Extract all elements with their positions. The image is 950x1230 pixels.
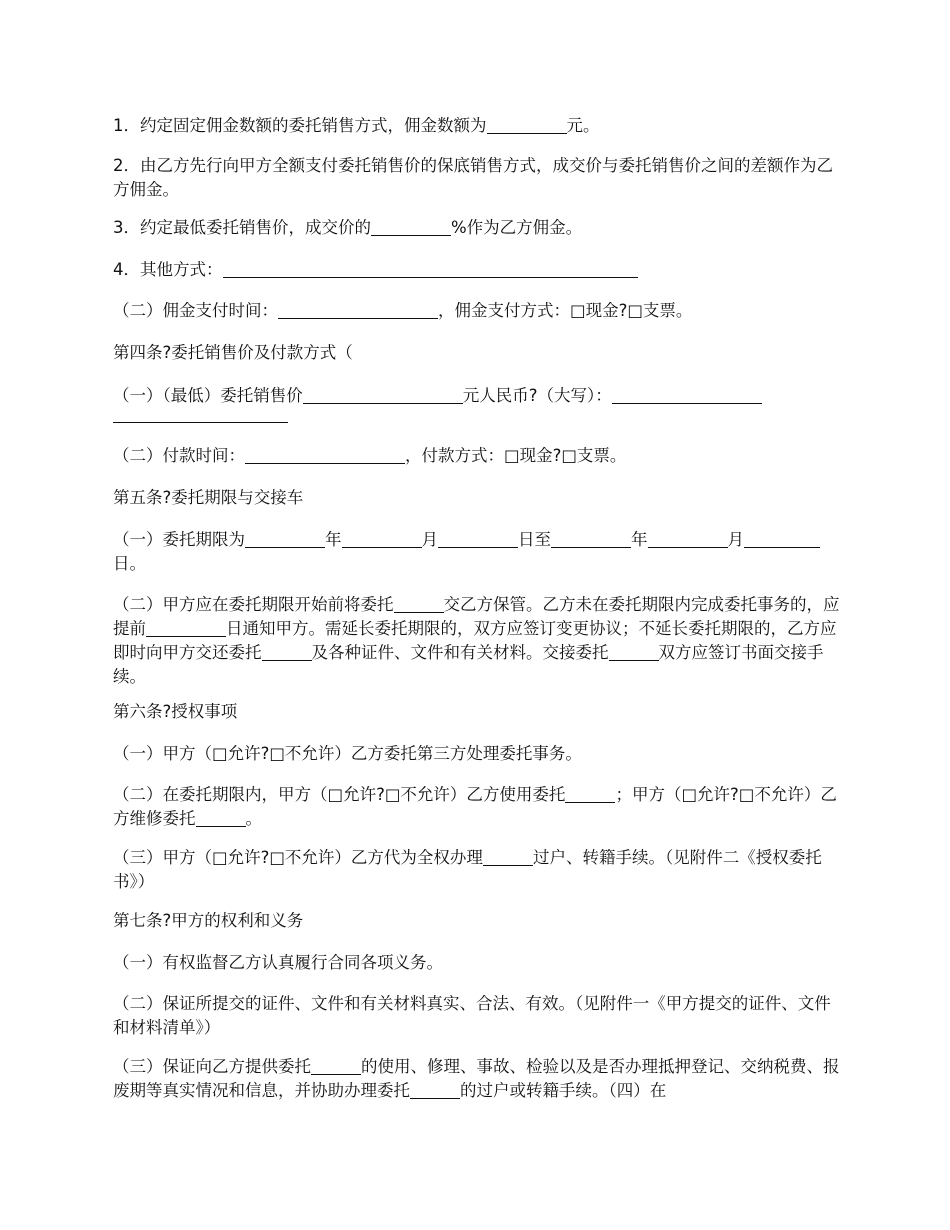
clause-third-party: （一）甲方（□允许?□不允许）乙方委托第三方处理委托事务。 [113,744,582,763]
blank-vehicle-3[interactable] [609,642,659,661]
blank-sale-price-words[interactable] [612,385,762,404]
blank-end-day-cont[interactable] [782,529,820,548]
blank-notice-days[interactable] [146,618,226,637]
blank-vehicle-1[interactable] [394,594,444,613]
blank-other-method[interactable] [223,259,638,278]
blank-payment-time[interactable] [245,445,405,464]
clause-use-repair: （二）在委托期限内，甲方（□允许?□不允许）乙方使用委托 ；甲方（□允许?□不允许）乙方维修委托 。 [113,785,837,828]
blank-vehicle-transfer-2[interactable] [410,1080,460,1099]
article-6-heading: 第六条?授权事项 [113,702,238,721]
blank-vehicle-use[interactable] [565,784,615,803]
blank-end-day[interactable] [744,529,782,548]
blank-commission-amount[interactable] [487,115,567,134]
blank-vehicle-repair[interactable] [196,808,246,827]
blank-vehicle-transfer[interactable] [483,847,533,866]
blank-sale-price-words-cont[interactable] [113,422,288,423]
clause-sale-price: （一）（最低）委托销售价 元人民币?（大写）： [113,384,840,408]
clause-other-method: 4．其他方式： [113,258,840,282]
blank-vehicle-2[interactable] [262,642,312,661]
clause-term: （一）委托期限为 年 月 日至 年 月日。 [113,528,840,576]
blank-start-month[interactable] [342,529,422,548]
blank-sale-price[interactable] [303,385,463,404]
blank-end-month[interactable] [648,529,728,548]
clause-fixed-commission: 1．约定固定佣金数额的委托销售方式，佣金数额为 元。 [113,116,600,135]
clause-documents-valid: （二）保证所提交的证件、文件和有关材料真实、合法、有效。（见附件一《甲方提交的证件、文件和材料清单》） [113,994,831,1037]
clause-supervise: （一）有权监督乙方认真履行合同各项义务。 [113,953,443,972]
clause-vehicle-info: （三）保证向乙方提供委托 的使用、修理、事故、检验以及是否办理抵押登记、交纳税费、报废期等真实情况和信息，并协助办理委托 的过户或转籍手续。（四）在 [113,1057,840,1100]
clause-commission-payment: （二）佣金支付时间： ，佣金支付方式：□现金?□支票。 [113,301,693,320]
blank-vehicle-info[interactable] [311,1056,361,1075]
blank-start-year[interactable] [245,529,325,548]
article-5-heading: 第五条?委托期限与交接车 [113,488,304,507]
blank-commission-percent[interactable] [371,217,451,236]
article-7-heading: 第七条?甲方的权利和义务 [113,911,304,930]
clause-transfer-authority: （三）甲方（□允许?□不允许）乙方代为全权办理 过户、转籍手续。（见附件二《授权委托书》） [113,848,822,891]
clause-payment-time: （二）付款时间： ，付款方式：□现金?□支票。 [113,446,627,465]
clause-guarantee-sale: 2．由乙方先行向甲方全额支付委托销售价的保底销售方式，成交价与委托销售价之间的差额作为乙方佣金。 [113,156,833,199]
blank-commission-time[interactable] [278,300,438,319]
clause-handover: （二）甲方应在委托期限开始前将委托 交乙方保管。乙方未在委托期限内完成委托事务的，应提前 日通知甲方。需延长委托期限的，双方应签订变更协议；不延长委托期限的，乙方应即时向甲方交还委托 及各种证件、文件和有关材料。交接委托 双方应签订书面交接手续。 [113,595,840,686]
blank-start-day[interactable] [438,529,518,548]
article-4-heading: 第四条?委托销售价及付款方式（ [113,343,353,362]
clause-min-price: 3．约定最低委托销售价，成交价的 %作为乙方佣金。 [113,218,583,237]
blank-end-year[interactable] [551,529,631,548]
